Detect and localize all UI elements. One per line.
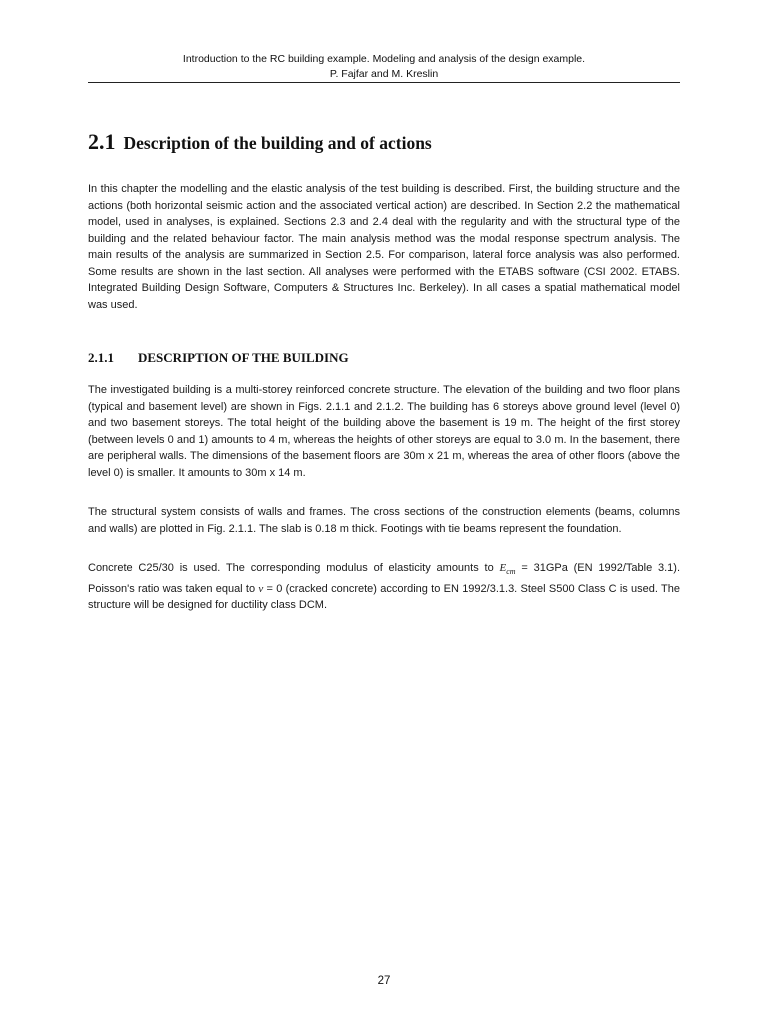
subsection-heading: [88, 348, 688, 368]
page-number: 27: [377, 975, 391, 987]
section-heading: [88, 125, 688, 160]
structural-system-paragraph: The structural system consists of walls and frames. The cross sections of the construction elements (beams, columns and walls) are plotted in Fig. 2.1.1. The slab is 0.18 m thick. Footings with tie beams represent the foundation.: [88, 506, 680, 535]
header-authors: P. Fajfar and M. Kreslin: [329, 68, 439, 80]
subsection-title: DESCRIPTION OF THE BUILDING: [138, 350, 349, 365]
subsection-number: 2.1.1: [88, 350, 114, 365]
intro-paragraph: In this chapter the modelling and the elastic analysis of the test building is described. First, the building structure and the actions (both horizontal seismic action and the associated vertical action) are described. In Section 2.2 the mathematical model, used in analyses, is explained. Sections 2.3 and 2.4 deal with the regularity and with the structural type of the building and the related behaviour factor. The main analysis method was the modal response spectrum analysis. The main results of the analysis are summarized in Section 2.5. For comparison, lateral force analysis was also performed. Some results are shown in the last section. All analyses were performed with the ETABS software (CSI 2002. ETABS. Integrated Building Design Software, Computers & Structures Inc. Berkeley). In all cases a spatial mathematical model was used.: [88, 183, 680, 311]
materials-text-1: Concrete C25/30 is used. The corresponding modulus of elasticity amounts to: [88, 562, 500, 574]
section-number: 2.1: [88, 129, 116, 154]
running-header: [88, 52, 680, 82]
modulus-symbol: $E_{cm}$: [499, 562, 516, 577]
header-title: Introduction to the RC building example. Modeling and analysis of the design example.: [182, 53, 586, 65]
section-title: Description of the building and of actions: [123, 133, 432, 153]
building-paragraph: The investigated building is a multi-storey reinforced concrete structure. The elevation of the building and two floor plans (typical and basement level) are shown in Figs. 2.1.1 and 2.1.2. The building has 6 storeys above ground level (level 0) and two basement storeys. The total height of the building above the basement is 19 m. The height of the first storey (between levels 0 and 1) amounts to 4 m, whereas the heights of other storeys are equal to 3.0 m. In the basement, there are peripheral walls. The dimensions of the basement floors are 30m x 21 m, whereas the area of other floors (above the level 0) is smaller. It amounts to 30m x 14 m.: [88, 384, 680, 479]
header-divider: [88, 82, 680, 83]
poisson-symbol: ν: [258, 582, 264, 595]
materials-text-3: = 0 (cracked concrete) according to EN 1992/3.1.3. Steel S500 Class C is used. The structure will be designed for ductility class DCM.: [88, 582, 680, 612]
materials-text-2: = 31GPa (EN 1992/Table 3.1). Poisson's ratio was taken equal to: [88, 562, 680, 595]
materials-paragraph: [88, 560, 680, 614]
